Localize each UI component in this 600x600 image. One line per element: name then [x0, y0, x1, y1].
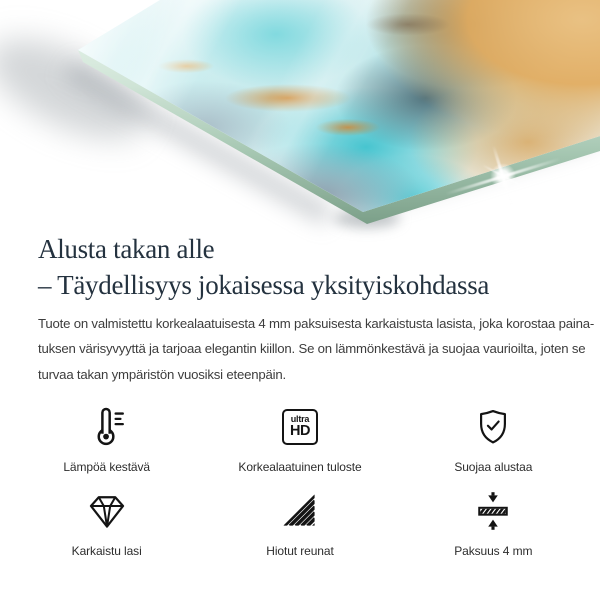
- feature-high-quality-print: [203, 402, 396, 474]
- description-line: tuksen värisyvyyttä ja tarjoaa elegantin kiillon. Se on lämmönkestävä ja suojaa vaurioilta, joten se: [38, 341, 586, 357]
- page-title: [38, 231, 489, 303]
- feature-icon-wrap: [472, 402, 514, 452]
- feature-label: Suojaa alustaa: [454, 460, 533, 474]
- feature-icon-wrap: [280, 486, 320, 536]
- feature-icon-wrap: [282, 402, 318, 452]
- feature-icon-wrap: [471, 486, 515, 536]
- thermometer-icon: [84, 404, 130, 450]
- feature-label: Karkaistu lasi: [71, 544, 142, 558]
- feature-heat-resistant: [10, 402, 203, 474]
- feature-icon-wrap: [84, 402, 130, 452]
- title-line-1: Alusta takan alle: [38, 234, 215, 264]
- feature-protects-surface: [397, 402, 590, 474]
- feature-label: Hiotut reunat: [266, 544, 334, 558]
- feature-tempered-glass: [10, 486, 203, 558]
- ultra-hd-icon-text-bottom: HD: [290, 422, 310, 439]
- feature-icon-wrap: [85, 486, 129, 536]
- description-line: Tuote on valmistettu korkealaatuisesta 4 mm paksuisesta karkaistusta lasista, joka korostaa paina-: [38, 316, 595, 331]
- product-hero-image: [0, 0, 600, 245]
- polished-edges-icon: [280, 491, 320, 531]
- feature-label: Lämpöä kestävä: [63, 460, 150, 474]
- feature-thickness-4mm: [397, 486, 590, 558]
- feature-polished-edges: [203, 486, 396, 558]
- ultra-hd-icon: [282, 409, 318, 445]
- ultra-hd-icon-text-top: ultra: [290, 413, 310, 424]
- feature-label: Paksuus 4 mm: [454, 544, 533, 558]
- diamond-icon: [85, 489, 129, 533]
- features-grid: [10, 402, 590, 558]
- feature-label: Korkealaatuinen tuloste: [238, 460, 362, 474]
- shield-check-icon: [472, 406, 514, 448]
- title-line-2: – Täydellisyys jokaisessa yksityiskohdassa: [38, 270, 490, 300]
- description-line: turvaa takan ympäristön vuosiksi eteenpäin.: [38, 366, 286, 382]
- thickness-icon: [471, 489, 515, 533]
- sparkle-highlight-icon: [455, 128, 551, 224]
- product-description: [38, 311, 594, 387]
